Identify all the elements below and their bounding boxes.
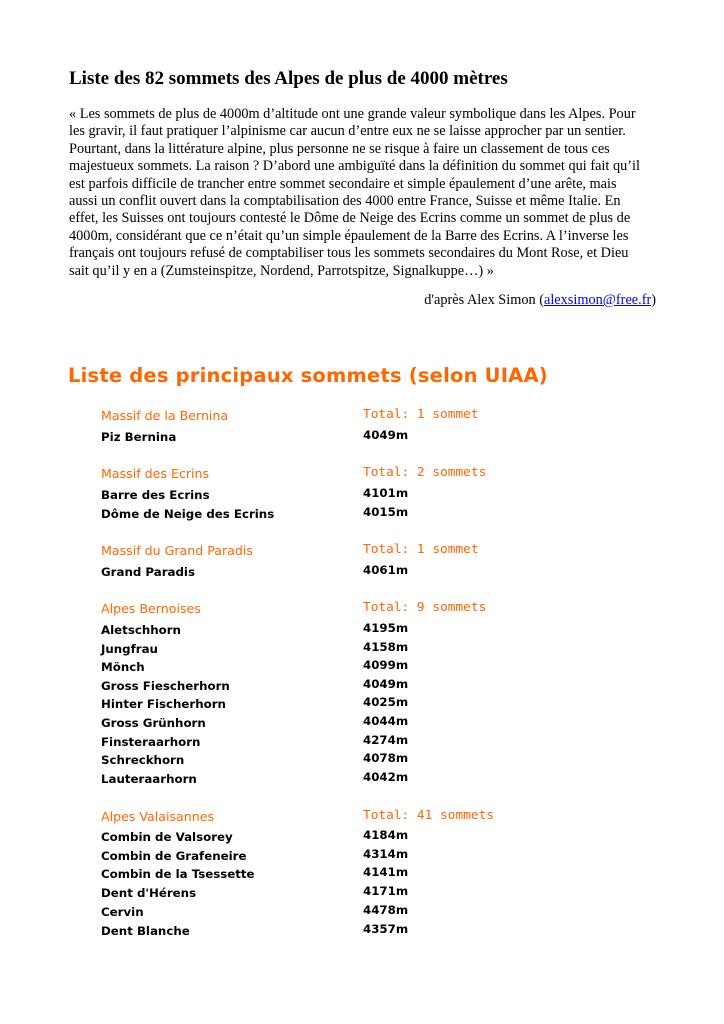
summit-row: [101, 428, 521, 446]
summit-row: [101, 658, 521, 676]
summit-altitude: 4049m: [363, 428, 409, 442]
summit-name: Lauteraarhorn: [101, 772, 197, 786]
summit-row: [101, 922, 521, 940]
massif-header: [101, 465, 521, 483]
summit-altitude: 4158m: [363, 640, 409, 654]
intro-line: « Les sommets de plus de 4000m d’altitude ont une grande valeur symbolique dans les Alpes. Pour: [69, 106, 636, 122]
summit-row: [101, 847, 521, 865]
summit-row: [101, 865, 521, 883]
massif-total: Total: 1 sommet: [363, 542, 479, 557]
massif-name: Massif des Ecrins: [101, 466, 210, 481]
intro-paragraph: [69, 106, 657, 280]
summit-altitude: 4171m: [363, 884, 409, 898]
massif-total: Total: 41 sommets: [363, 808, 494, 823]
summit-altitude: 4357m: [363, 922, 409, 936]
massif-name: Massif de la Bernina: [101, 408, 229, 423]
attribution: [424, 292, 656, 309]
intro-line: sait qu’il y en a (Zumsteinspitze, Nordend, Parrotspitze, Signalkuppe…) »: [69, 262, 494, 279]
summit-name: Gross Grünhorn: [101, 716, 206, 730]
summit-altitude: 4078m: [363, 751, 409, 765]
summit-altitude: 4195m: [363, 621, 409, 635]
massif-name: Alpes Valaisannes: [101, 809, 215, 824]
massif-total: Total: 2 sommets: [363, 465, 487, 480]
summit-altitude: 4099m: [363, 658, 409, 672]
summit-name: Combin de Grafeneire: [101, 849, 247, 863]
summit-altitude: 4184m: [363, 828, 409, 842]
summit-row: [101, 563, 521, 581]
summit-name: Jungfrau: [101, 642, 158, 656]
massif-header: [101, 542, 521, 560]
summit-altitude: 4101m: [363, 486, 409, 500]
summit-name: Barre des Ecrins: [101, 488, 210, 502]
summit-row: [101, 828, 521, 846]
summit-name: Dôme de Neige des Ecrins: [101, 507, 275, 521]
summit-name: Dent Blanche: [101, 924, 190, 938]
summit-altitude: 4044m: [363, 714, 409, 728]
summit-name: Finsteraarhorn: [101, 735, 201, 749]
summit-altitude: 4478m: [363, 903, 409, 917]
summit-row: [101, 677, 521, 695]
intro-line: aussi un conflit ouvert dans la comptabilisation des 4000 entre France, Suisse et même Italie. En: [69, 193, 621, 210]
intro-line: est parfois difficile de trancher entre sommet secondaire et simple épaulement d’une arête, mais: [69, 175, 617, 192]
summit-name: Cervin: [101, 905, 144, 919]
massif-header: [101, 407, 521, 425]
summit-row: [101, 770, 521, 788]
massif-header: [101, 600, 521, 618]
summit-row: [101, 640, 521, 658]
summit-row: [101, 751, 521, 769]
massif-total: Total: 1 sommet: [363, 407, 479, 422]
summit-name: Combin de Valsorey: [101, 830, 233, 844]
massif-total: Total: 9 sommets: [363, 600, 487, 615]
summit-name: Combin de la Tsessette: [101, 867, 255, 881]
summit-row: [101, 733, 521, 751]
section-title: Liste des principaux sommets (selon UIAA): [68, 364, 548, 387]
attribution-prefix: d'après Alex Simon (: [424, 292, 544, 308]
summit-altitude: 4061m: [363, 563, 409, 577]
summit-row: [101, 621, 521, 639]
intro-line: majestueux sommets. La raison ? D’abord une ambiguïté dans la définition du sommet qui fait qu’il: [69, 158, 640, 175]
intro-line: Pourtant, dans la littérature alpine, plus personne ne se risque à faire un classement de tous ces: [69, 140, 610, 157]
summit-altitude: 4025m: [363, 695, 409, 709]
summit-altitude: 4141m: [363, 865, 409, 879]
massif-name: Alpes Bernoises: [101, 601, 201, 616]
massif-header: [101, 808, 521, 826]
summit-name: Grand Paradis: [101, 565, 195, 579]
summit-name: Dent d'Hérens: [101, 886, 197, 900]
summit-name: Piz Bernina: [101, 430, 177, 444]
summit-row: [101, 695, 521, 713]
summit-name: Hinter Fischerhorn: [101, 697, 226, 711]
summit-altitude: 4015m: [363, 505, 409, 519]
summit-altitude: 4314m: [363, 847, 409, 861]
summit-altitude: 4274m: [363, 733, 409, 747]
page-title: Liste des 82 sommets des Alpes de plus de 4000 mètres: [69, 68, 508, 89]
intro-line: effet, les Suisses ont toujours contesté le Dôme de Neige des Ecrins comme un sommet de plus de: [69, 210, 631, 227]
summit-row: [101, 714, 521, 732]
summit-row: [101, 903, 521, 921]
email-link[interactable]: alexsimon@free.fr: [543, 292, 652, 308]
summit-name: Schreckhorn: [101, 753, 185, 767]
summit-row: [101, 884, 521, 902]
summit-row: [101, 505, 521, 523]
summit-row: [101, 486, 521, 504]
summit-altitude: 4042m: [363, 770, 409, 784]
summit-name: Gross Fiescherhorn: [101, 679, 230, 693]
summit-name: Aletschhorn: [101, 623, 181, 637]
massif-name: Massif du Grand Paradis: [101, 543, 253, 558]
summit-altitude: 4049m: [363, 677, 409, 691]
summit-name: Mönch: [101, 660, 145, 674]
attribution-suffix: ): [651, 292, 656, 308]
intro-line: français ont toujours refusé de comptabiliser tous les sommets secondaires du Mont Rose, et Dieu: [69, 245, 629, 262]
intro-line: 4000m, considérant que ce n’était qu’un simple épaulement de la Barre des Ecrins. A l’inverse les: [69, 227, 629, 244]
intro-line: les gravir, il faut pratiquer l’alpinisme car aucun d’entre eux ne se laisse approcher par un sentier.: [69, 123, 626, 140]
